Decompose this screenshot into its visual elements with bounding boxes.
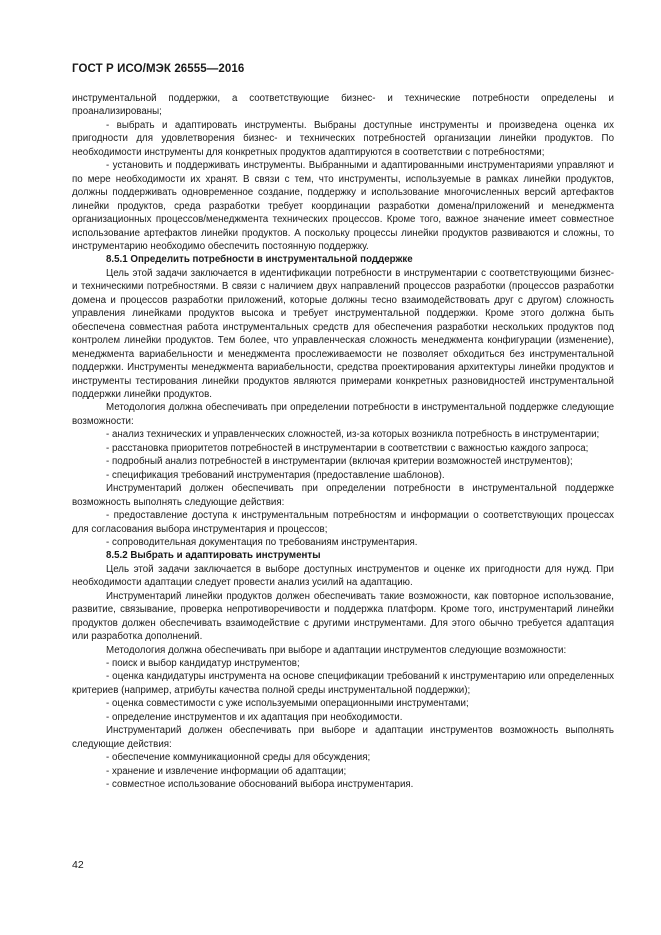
list-item: - совместное использование обоснований выбора инструментария. bbox=[106, 779, 414, 791]
list-item: - оценка совместимости с уже используемыми операционными инструментами; bbox=[106, 698, 469, 710]
document-body bbox=[72, 92, 614, 792]
list-item: - поиск и выбор кандидатур инструментов; bbox=[106, 658, 300, 670]
paragraph: Методология должна обеспечивать при определении потребности в инструментальной поддержке следующие возможности: bbox=[72, 402, 614, 427]
list-item: - сопроводительная документация по требованиям инструментария. bbox=[106, 536, 418, 548]
paragraph: Инструментарий линейки продуктов должен обеспечивать такие возможности, как повторное использование, развитие, связывание, проверка непротиворечивости и поддержка платформ. Кроме того, инструментарий линейки продуктов должен обеспечивать взаимодействие с другими инструментами. Для этого обычно требуется адаптация или разработка дополнений. bbox=[72, 590, 614, 643]
paragraph: Инструментарий должен обеспечивать при определении потребности в инструментальной поддержке возможность выполнять следующие действия: bbox=[72, 483, 614, 508]
list-item: - расстановка приоритетов потребностей в инструментарии в соответствии с важностью каждого запроса; bbox=[106, 442, 589, 454]
list-item: - оценка кандидатуры инструмента на основе спецификации требований к инструментарию или определенных критериев (например, атрибуты качества полной среды инструментальной поддержки); bbox=[72, 671, 614, 696]
list-item: - анализ технических и управленческих сложностей, из-за которых возникла потребность в инструментарии; bbox=[106, 429, 600, 441]
paragraph: Инструментарий должен обеспечивать при выборе и адаптации инструментов возможность выполнять следующие действия: bbox=[72, 725, 614, 750]
list-item: - определение инструментов и их адаптация при необходимости. bbox=[106, 711, 403, 723]
list-item: - хранение и извлечение информации об адаптации; bbox=[106, 765, 347, 777]
list-item: - подробный анализ потребностей в инструментарии (включая критерии возможностей инструментов); bbox=[106, 456, 573, 468]
paragraph: Методология должна обеспечивать при выборе и адаптации инструментов следующие возможности: bbox=[106, 644, 567, 656]
page-number: 42 bbox=[72, 859, 84, 871]
list-item: - спецификация требований инструментария (предоставление шаблонов). bbox=[106, 469, 445, 481]
section-heading-8-5-2: 8.5.2 Выбрать и адаптировать инструменты bbox=[106, 550, 321, 562]
paragraph: Цель этой задачи заключается в выборе доступных инструментов и оценке их пригодности для нужд. При необходимости адаптации следует провести анализ усилий на адаптацию. bbox=[72, 563, 614, 589]
list-item: - выбрать и адаптировать инструменты. Выбраны доступные инструменты и произведена оценка их пригодности для удовлетворения бизнес- и технических потребностей организации линейки продуктов. По необходимости инструменты для конкретных продуктов адаптируются в соответствии с потребностями; bbox=[72, 119, 614, 158]
list-item: - обеспечение коммуникационной среды для обсуждения; bbox=[106, 752, 371, 764]
paragraph: Цель этой задачи заключается в идентификации потребности в инструментарии с соответствующими бизнес- и техническими потребностями. В связи с наличием двух направлений процессов разработки (процессов разработки домена и процессов разработки приложений, которые должны тесно взаимодействовать друг с другом) сложность управления линейками продуктов высока и требует инструментальной поддержки. Кроме этого должна быть обеспечена совместная работа инструментальных средств для обеспечения разработки нескольких продуктов под контролем линейки продуктов. Тем более, что управленческая сложность менеджмента конфигурации (изменение), менеджмента вариабельности и менеджмента прослеживаемости не позволяет обходиться без инструментальной поддержки. Инструменты менеджмента вариабельности, средства проектирования архитектуры линейки продуктов и инструменты тестирования линейки продуктов являются примерами конкретных разновидностей инструментальной поддержки линейки продуктов. bbox=[72, 267, 614, 400]
list-item: - установить и поддерживать инструменты. Выбранными и адаптированными инструментариями управляют и по мере необходимости их хранят. В связи с тем, что инструменты, используемые в рамках линейки продуктов, должны поддерживать одновременное создание, поддержку и использование многочисленных версий артефактов линейки продуктов, среда разработки требует координации разработки домена/приложений и менеджмента организационных процессов/менеджмента технических процессов. Кроме того, важное значение имеет совместное использование артефактов линейки продуктов. А поскольку процессы линейки продуктов развиваются и сложны, то инструментарию необходимо обеспечить постоянную поддержку. bbox=[72, 160, 614, 252]
section-heading-8-5-1: 8.5.1 Определить потребности в инструментальной поддержке bbox=[106, 254, 413, 266]
running-header: ГОСТ Р ИСО/МЭК 26555—2016 bbox=[72, 63, 245, 75]
paragraph-continuation: инструментальной поддержки, а соответствующие бизнес- и технические потребности определены и проанализированы; bbox=[72, 93, 614, 118]
list-item: - предоставление доступа к инструментальным потребностям и информации о соответствующих процессах для согласования выбора инструментария и процессов; bbox=[72, 510, 614, 535]
